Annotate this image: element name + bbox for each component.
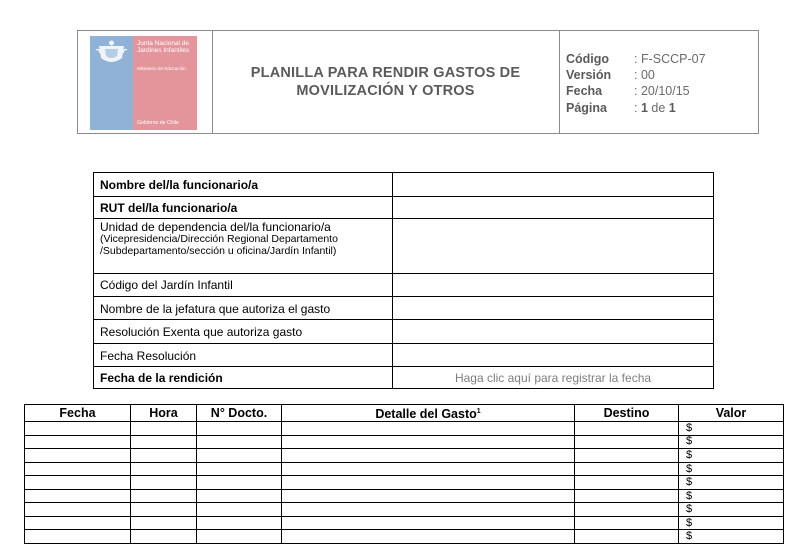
cell-hora[interactable]	[131, 435, 197, 449]
cell-valor[interactable]: $	[679, 489, 784, 503]
logo-red-panel	[133, 36, 197, 130]
cell-hora[interactable]	[131, 516, 197, 530]
cell-detalle[interactable]	[282, 530, 575, 544]
meta-value: : 00	[634, 68, 655, 82]
cell-destino[interactable]	[575, 462, 679, 476]
info-row-fecha-rendicion	[94, 367, 713, 388]
page-number: 1	[640, 101, 648, 115]
meta-codigo	[566, 52, 706, 66]
table-row	[25, 503, 784, 517]
cell-valor[interactable]: $	[679, 516, 784, 530]
meta-fecha	[566, 84, 690, 98]
cell-docto[interactable]	[197, 530, 282, 544]
cell-valor[interactable]: $	[679, 435, 784, 449]
logo-org-name: Junta Nacional de Jardines Infantiles	[137, 40, 190, 54]
cell-destino[interactable]	[575, 422, 679, 436]
info-row-rut	[94, 197, 713, 219]
cell-docto[interactable]	[197, 449, 282, 463]
table-row	[25, 449, 784, 463]
info-label: Resolución Exenta que autoriza gasto	[94, 320, 393, 343]
cell-docto[interactable]	[197, 489, 282, 503]
cell-fecha[interactable]	[25, 449, 131, 463]
footnote-marker: 1	[476, 408, 481, 415]
cell-destino[interactable]	[575, 435, 679, 449]
cell-detalle[interactable]	[282, 449, 575, 463]
cell-destino[interactable]	[575, 476, 679, 490]
col-header-hora: Hora	[131, 405, 197, 422]
cell-valor[interactable]: $	[679, 476, 784, 490]
cell-destino[interactable]	[575, 489, 679, 503]
table-row	[25, 462, 784, 476]
expenses-table	[24, 404, 784, 544]
meta-version	[566, 68, 655, 82]
cell-hora[interactable]	[131, 530, 197, 544]
meta-pagina	[566, 101, 676, 115]
cell-valor[interactable]: $	[679, 449, 784, 463]
cell-hora[interactable]	[131, 476, 197, 490]
meta-label: Página	[566, 101, 607, 115]
cell-hora[interactable]	[131, 462, 197, 476]
unidad-field[interactable]	[393, 219, 713, 273]
meta-label: Versión	[566, 68, 612, 82]
cell-destino[interactable]	[575, 503, 679, 517]
fecha-resolucion-field[interactable]	[393, 344, 713, 366]
table-row	[25, 476, 784, 490]
info-label: Fecha de la rendición	[94, 367, 393, 388]
cell-fecha[interactable]	[25, 503, 131, 517]
cell-hora[interactable]	[131, 449, 197, 463]
info-label: Fecha Resolución	[94, 344, 393, 366]
logo-cell	[78, 31, 213, 133]
cell-docto[interactable]	[197, 503, 282, 517]
cell-fecha[interactable]	[25, 530, 131, 544]
metadata-cell	[559, 31, 758, 133]
cell-docto[interactable]	[197, 462, 282, 476]
table-row	[25, 422, 784, 436]
title-line-1: PLANILLA PARA RENDIR GASTOS DE	[250, 65, 521, 81]
info-label: Código del Jardín Infantil	[94, 274, 393, 296]
meta-label: Fecha	[566, 84, 603, 98]
info-label: Nombre del/la funcionario/a	[94, 173, 393, 196]
col-header-destino: Destino	[575, 405, 679, 422]
cell-detalle[interactable]	[282, 489, 575, 503]
cell-fecha[interactable]	[25, 422, 131, 436]
logo-blue-panel	[90, 36, 133, 130]
col-header-fecha: Fecha	[25, 405, 131, 422]
cell-hora[interactable]	[131, 489, 197, 503]
info-label: Nombre de la jefatura que autoriza el gasto	[94, 297, 393, 319]
meta-value	[634, 101, 676, 115]
title-line-2: MOVILIZACIÓN Y OTROS	[296, 83, 475, 99]
detalle-header-label: Detalle del Gasto	[375, 407, 477, 422]
cell-valor[interactable]: $	[679, 422, 784, 436]
page-total: 1	[668, 101, 676, 115]
table-header-row	[25, 405, 784, 422]
cell-fecha[interactable]	[25, 462, 131, 476]
info-row-nombre	[94, 173, 713, 197]
cell-docto[interactable]	[197, 435, 282, 449]
col-header-valor: Valor	[679, 405, 784, 422]
page-of: de	[647, 101, 669, 115]
unidad-label: Unidad de dependencia del/la funcionario/a	[100, 220, 331, 234]
cell-docto[interactable]	[197, 422, 282, 436]
info-row-codigo-jardin	[94, 274, 713, 297]
fecha-rendicion-date-picker[interactable]: Haga clic aquí para registrar la fecha	[454, 370, 652, 385]
cell-fecha[interactable]	[25, 516, 131, 530]
page-prefix: :	[634, 101, 641, 115]
cell-destino[interactable]	[575, 530, 679, 544]
meta-label: Código	[566, 52, 610, 66]
info-label	[94, 219, 393, 273]
cell-hora[interactable]	[131, 503, 197, 517]
cell-detalle[interactable]	[282, 476, 575, 490]
cell-fecha[interactable]	[25, 489, 131, 503]
cell-fecha[interactable]	[25, 476, 131, 490]
info-row-jefatura	[94, 297, 713, 320]
jefatura-field[interactable]	[393, 297, 713, 319]
meta-value: : 20/10/15	[634, 84, 690, 98]
col-header-detalle	[282, 405, 575, 422]
info-row-resolucion	[94, 320, 713, 344]
coat-of-arms-icon	[95, 40, 128, 66]
col-header-docto: N° Docto.	[197, 405, 282, 422]
cell-valor[interactable]: $	[679, 530, 784, 544]
cell-docto[interactable]	[197, 476, 282, 490]
unidad-sublabel: (Vicepresidencia/Dirección Regional Departamento /Subdepartamento/sección u oficina/Jardín Infantil)	[100, 233, 338, 257]
cell-detalle[interactable]	[282, 422, 575, 436]
cell-valor[interactable]: $	[679, 462, 784, 476]
document-title	[251, 64, 520, 100]
logo-government: Gobierno de Chile	[137, 120, 179, 126]
nombre-field[interactable]	[393, 173, 713, 196]
meta-value: : F-SCCP-07	[634, 52, 706, 66]
rut-field[interactable]	[393, 197, 713, 218]
cell-detalle[interactable]	[282, 435, 575, 449]
cell-detalle[interactable]	[282, 503, 575, 517]
info-row-fecha-resolucion	[94, 344, 713, 367]
logo-ministry: Ministerio de Educación	[137, 66, 186, 71]
cell-detalle[interactable]	[282, 516, 575, 530]
cell-hora[interactable]	[131, 422, 197, 436]
resolucion-field[interactable]	[393, 320, 713, 343]
employee-info-table	[93, 172, 714, 389]
cell-destino[interactable]	[575, 516, 679, 530]
info-label: RUT del/la funcionario/a	[94, 197, 393, 218]
cell-valor[interactable]: $	[679, 503, 784, 517]
junji-logo	[90, 36, 197, 130]
table-row	[25, 435, 784, 449]
codigo-jardin-field[interactable]	[393, 274, 713, 296]
cell-docto[interactable]	[197, 516, 282, 530]
cell-destino[interactable]	[575, 449, 679, 463]
table-row	[25, 530, 784, 544]
table-row	[25, 516, 784, 530]
document-header	[77, 30, 759, 134]
table-row	[25, 489, 784, 503]
title-cell	[212, 31, 560, 133]
info-row-unidad	[94, 219, 713, 274]
cell-detalle[interactable]	[282, 462, 575, 476]
cell-fecha[interactable]	[25, 435, 131, 449]
